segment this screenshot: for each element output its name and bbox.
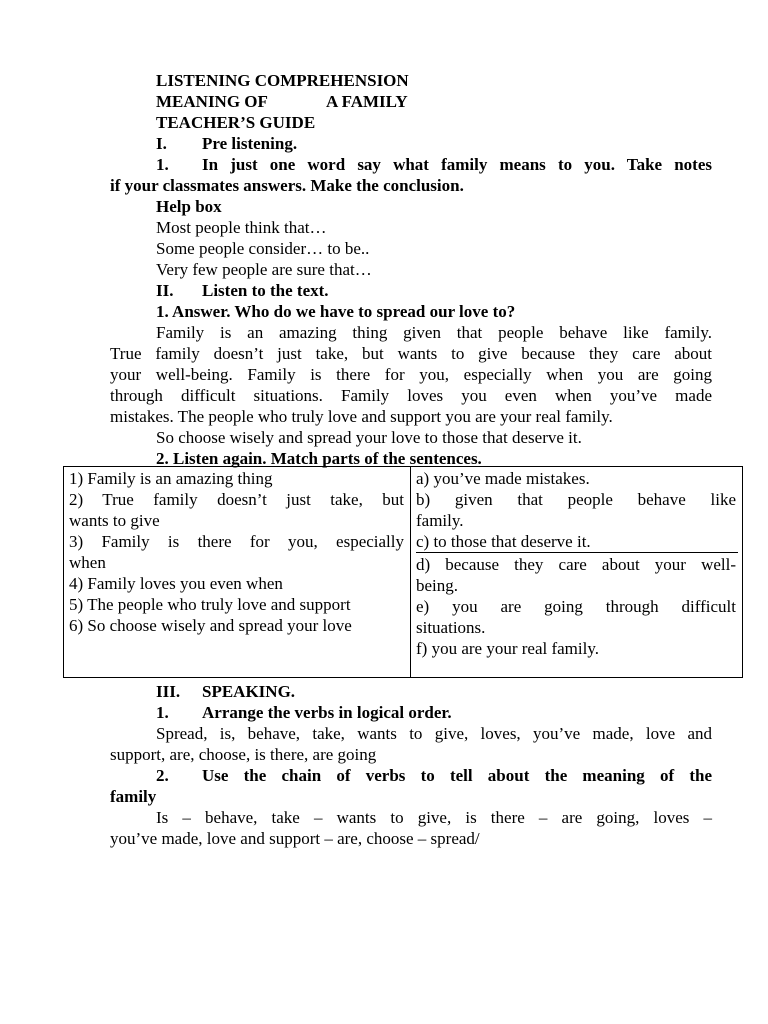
section1-number: I. [156, 134, 167, 153]
section1-title: Pre listening. [202, 134, 298, 153]
section3-task2-text1-content: Is – behave, take – wants to give, is there – are going, loves – [156, 808, 712, 827]
left-cell-text: 3) Family is there for you, especially [69, 532, 404, 551]
section2-heading [156, 280, 329, 301]
section1-task-line2: if your classmates answers. Make the conclusion. [110, 176, 464, 195]
left-cell: 1) Family is an amazing thing [69, 469, 273, 488]
left-cell-text: 2) True family doesn’t just take, but [69, 490, 404, 509]
section3-number: III. [156, 682, 181, 701]
section1-task-line1-text [156, 154, 712, 175]
table-divider [410, 467, 411, 677]
header-subtitle-part2: A FAMILY [326, 92, 408, 111]
right-cell: family. [416, 511, 464, 530]
text-line: mistakes. The people who truly love and support you are your real family. [110, 407, 613, 426]
text-line [110, 343, 712, 364]
section2-task1: 1. Answer. Who do we have to spread our love to? [156, 302, 516, 321]
right-cell: c) to those that deserve it. [416, 532, 591, 551]
help-box-item: Very few people are sure that… [156, 260, 372, 279]
right-cell: a) you’ve made mistakes. [416, 469, 590, 488]
section1-heading [156, 133, 297, 154]
text-line-content: through difficult situations. Family loves you even when you’ve made [110, 386, 712, 405]
section3-task2-line1-text [156, 765, 712, 786]
left-cell [69, 531, 404, 552]
section3-task1-number: 1. [156, 703, 169, 722]
text-line-content: True family doesn’t just take, but wants to give because they care about [110, 344, 712, 363]
right-cell [416, 596, 736, 617]
section3-task1-line1-text: Spread, is, behave, take, wants to give, loves, you’ve made, love and [156, 724, 712, 743]
help-box-item: Most people think that… [156, 218, 327, 237]
right-cell-text: d) because they care about your well- [416, 555, 736, 574]
section3-task1-title: Arrange the verbs in logical order. [202, 703, 452, 722]
right-cell: f) you are your real family. [416, 639, 599, 658]
left-cell: 5) The people who truly love and support [69, 595, 351, 614]
right-cell-text: b) given that people behave like [416, 490, 736, 509]
left-cell: wants to give [69, 511, 160, 530]
text-line-content: Family is an amazing thing given that people behave like family. [156, 323, 712, 342]
section3-task2-text1 [156, 807, 712, 828]
text-line-content: your well-being. Family is there for you, especially when you are going [110, 365, 712, 384]
section3-task2-text2: you’ve made, love and support – are, choose – spread/ [110, 829, 480, 848]
section3-task2-line1-content: Use the chain of verbs to tell about the meaning of the [202, 766, 712, 785]
right-cell: being. [416, 576, 459, 595]
section1-task-number: 1. [156, 155, 169, 174]
left-cell [69, 489, 404, 510]
section3-title: SPEAKING. [202, 682, 296, 701]
section3-task2-number: 2. [156, 766, 169, 785]
section2-number: II. [156, 281, 174, 300]
right-cell: situations. [416, 618, 486, 637]
match-table [63, 466, 743, 678]
header-subtitle-part1: MEANING OF [156, 92, 268, 111]
text-line [156, 322, 712, 343]
section3-task1-line2: support, are, choose, is there, are going [110, 745, 377, 764]
section1-task-line1-content: In just one word say what family means to you. Take notes [202, 155, 712, 174]
right-cell [416, 554, 736, 575]
text-line [110, 364, 712, 385]
help-box-title: Help box [156, 197, 222, 216]
left-cell: 4) Family loves you even when [69, 574, 283, 593]
text-line [110, 385, 712, 406]
right-cell-text: e) you are going through difficult [416, 597, 736, 616]
header-title: LISTENING COMPREHENSION [156, 71, 409, 90]
section2-task2: 2. Listen again. Match parts of the sentences. [156, 449, 482, 468]
section2-title: Listen to the text. [202, 281, 329, 300]
section3-task2-line1 [156, 765, 712, 786]
section3-task1 [156, 702, 452, 723]
left-cell: 6) So choose wisely and spread your love [69, 616, 352, 635]
section1-task-line1 [156, 154, 712, 175]
section3-task1-line1 [156, 723, 712, 744]
header-guide: TEACHER’S GUIDE [156, 113, 316, 132]
section3-heading [156, 681, 295, 702]
section3-task2-line2: family [110, 787, 157, 806]
help-box-item: Some people consider… to be.. [156, 239, 370, 258]
text-line: So choose wisely and spread your love to those that deserve it. [156, 428, 582, 447]
right-cell [416, 489, 736, 510]
row-separator [416, 552, 738, 553]
left-cell: when [69, 553, 106, 572]
